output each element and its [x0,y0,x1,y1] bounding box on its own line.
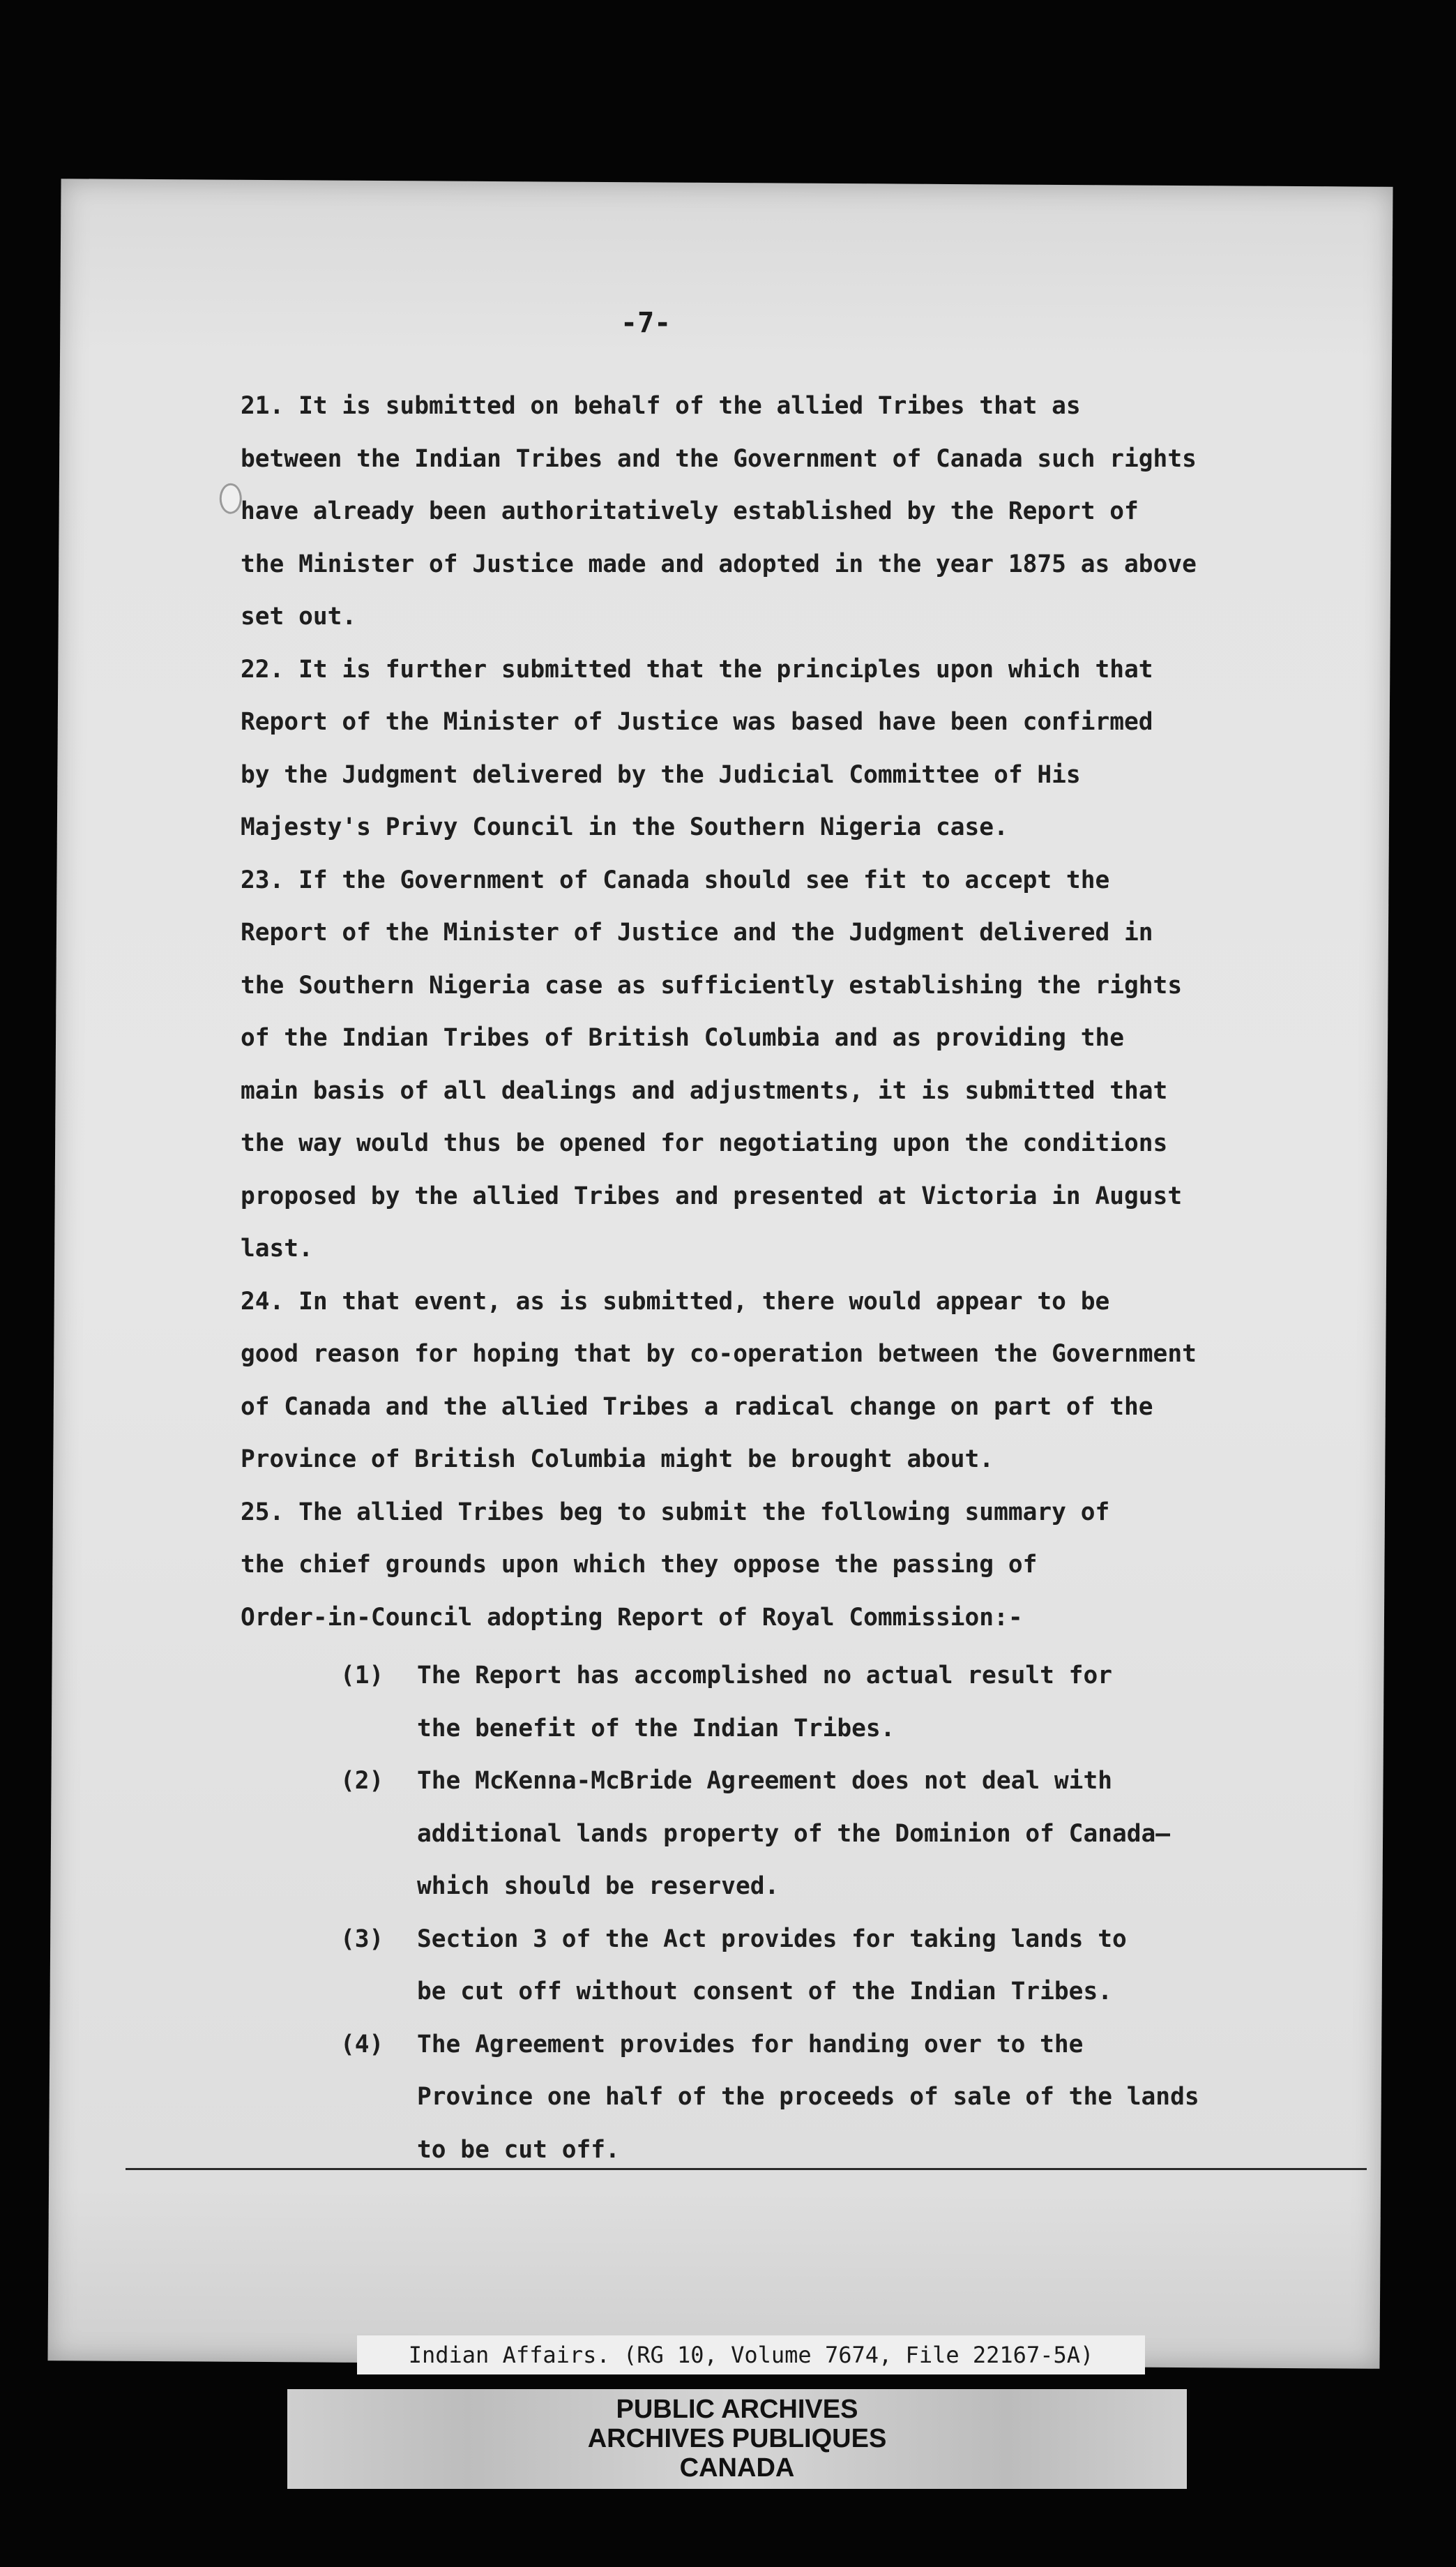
archives-stamp [287,2389,1187,2489]
list-item [340,2019,1330,2177]
paragraph-line: good reason for hoping that by co-operation between the Government [241,1340,1197,1368]
stamp-line-2: ARCHIVES PUBLIQUES [587,2424,887,2453]
list-item-line: The Report has accomplished no actual result for [417,1662,1112,1689]
paragraph-line: Majesty's Privy Council in the Southern Nigeria case. [241,813,1008,841]
page-bottom-rule [126,2168,1367,2170]
list-item-number: (2) [340,1767,384,1795]
paragraph-line: Order-in-Council adopting Report of Royal Commission:- [241,1603,1023,1632]
list-item [340,1650,1330,1755]
paragraph-line: 24. In that event, as is submitted, there would appear to be [241,1287,1110,1316]
grounds-list [340,1650,1330,2176]
paragraph-line: the Minister of Justice made and adopted in the year 1875 as above [241,550,1197,578]
paragraph-line: Report of the Minister of Justice was based have been confirmed [241,708,1153,736]
list-item-line: the benefit of the Indian Tribes. [417,1714,895,1742]
page-number: -7- [621,307,672,339]
paragraph-line: main basis of all dealings and adjustments, it is submitted that [241,1076,1168,1105]
list-item-line: The Agreement provides for handing over to the [417,2030,1084,2058]
paragraph-line: of the Indian Tribes of British Columbia and as providing the [241,1024,1125,1052]
paragraph-line: last. [241,1235,313,1263]
paragraph-line: of Canada and the allied Tribes a radical change on part of the [241,1392,1153,1421]
paragraph-line: 21. It is submitted on behalf of the allied Tribes that as [241,392,1081,420]
list-item-number: (1) [340,1662,384,1689]
list-item-line: The McKenna-McBride Agreement does not deal with [417,1767,1112,1795]
paragraph-line: the chief grounds upon which they oppose the passing of [241,1551,1038,1579]
stamp-line-1: PUBLIC ARCHIVES [616,2395,858,2424]
paragraph-line: Report of the Minister of Justice and the Judgment delivered in [241,919,1153,947]
list-item-text [417,1650,1330,1755]
list-item [340,1755,1330,1913]
list-item-line: which should be reserved. [417,1872,780,1900]
paragraph-line: have already been authoritatively established by the Report of [241,497,1139,525]
list-item-line: Province one half of the proceeds of sale of the lands [417,2083,1199,2111]
list-item-line: Section 3 of the Act provides for taking lands to [417,1925,1127,1953]
paragraph-1 [241,380,1328,644]
list-item-text [417,1913,1330,2019]
list-item-line: to be cut off. [417,2135,620,2164]
paragraph-line: Province of British Columbia might be brought about. [241,1445,994,1473]
paragraph-line: 22. It is further submitted that the principles upon which that [241,655,1153,684]
stamp-text [287,2395,1187,2483]
list-item-line: additional lands property of the Dominion of Canada— [417,1819,1171,1848]
list-item-line: be cut off without consent of the Indian Tribes. [417,1978,1112,2005]
stamp-line-3: CANADA [679,2453,795,2483]
punch-hole [220,483,242,514]
list-item-text [417,2019,1330,2177]
paragraph-line: set out. [241,603,357,631]
list-item-number: (3) [340,1925,384,1953]
list-item [340,1913,1330,2019]
paragraph-5 [241,1486,1328,1645]
paragraph-line: 25. The allied Tribes beg to submit the following summary of [241,1498,1110,1526]
paragraph-4 [241,1276,1328,1486]
list-item-text [417,1755,1330,1913]
paragraph-line: by the Judgment delivered by the Judicial Committee of His [241,760,1081,789]
paragraph-line: proposed by the allied Tribes and presented at Victoria in August [241,1182,1183,1210]
list-item-number: (4) [340,2030,384,2058]
paragraph-2 [241,644,1328,855]
paragraph-3 [241,855,1328,1276]
paragraph-line: the way would thus be opened for negotiating upon the conditions [241,1129,1168,1157]
paragraph-line: the Southern Nigeria case as sufficiently establishing the rights [241,971,1183,1000]
archive-caption: Indian Affairs. (RG 10, Volume 7674, File 22167-5A) [357,2335,1145,2374]
paragraph-line: 23. If the Government of Canada should see fit to accept the [241,866,1110,894]
paragraph-line: between the Indian Tribes and the Government of Canada such rights [241,444,1197,473]
body-paragraphs [241,380,1328,1644]
